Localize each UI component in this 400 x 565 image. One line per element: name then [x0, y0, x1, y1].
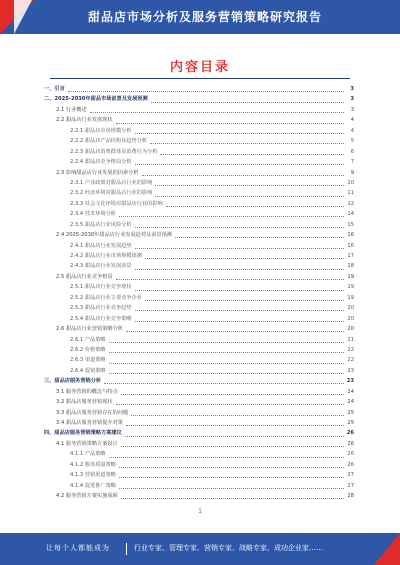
- toc-entry-title: 2.5.4 甜品店行业竞争策略: [70, 315, 132, 322]
- toc-leader-dots: [119, 462, 344, 468]
- toc-leader-dots: [135, 159, 344, 165]
- toc-entry-page: 6: [350, 148, 354, 155]
- toc-entry-title: 4.1.2 服务质量策略: [70, 461, 116, 468]
- toc-leader-dots: [166, 201, 344, 207]
- toc-leader-dots: [109, 368, 344, 374]
- toc-entry[interactable]: [44, 115, 354, 125]
- toc-entry-page: 3: [350, 86, 354, 92]
- toc-entry-page: 15: [347, 221, 354, 228]
- toc-entry[interactable]: [44, 449, 354, 459]
- toc-entry-page: 26: [347, 451, 354, 458]
- toc-entry-page: 23: [346, 378, 354, 385]
- toc-leader-dots: [104, 378, 344, 384]
- toc-entry-title: 3.4 甜品店服务营销提升对策: [56, 420, 123, 426]
- footer-slogan: 让每个人都能成为: [46, 544, 110, 552]
- toc-entry-page: 24: [347, 399, 354, 406]
- toc-leader-dots: [155, 180, 344, 186]
- toc-entry-page: 7: [350, 159, 354, 166]
- toc-entry-title: 4.1.3 营销渠道策略: [70, 472, 116, 479]
- toc-entry[interactable]: [44, 136, 354, 146]
- toc-entry-page: 11: [347, 190, 354, 197]
- toc-entry[interactable]: [44, 345, 354, 355]
- toc-entry-page: 14: [347, 211, 354, 218]
- toc-leader-dots: [121, 389, 344, 395]
- toc-entry[interactable]: [44, 199, 354, 209]
- toc-entry-page: 27: [347, 472, 354, 479]
- toc-entry-page: 25: [347, 409, 354, 416]
- document-title: 甜品店市场分析及服务营销策略研究报告: [87, 10, 322, 24]
- toc-entry-title: 2.2.3 甜品店消费群体及消费行为分析: [70, 148, 158, 155]
- toc-entry-title: 四、甜品店服务营销策略方案建议: [44, 430, 122, 437]
- toc-leader-dots: [131, 410, 344, 416]
- toc-leader-dots: [135, 285, 344, 291]
- toc-entry-title: 2.6.1 产品策略: [70, 336, 106, 343]
- toc-entry-page: 26: [346, 430, 354, 437]
- toc-entry[interactable]: [44, 230, 354, 240]
- toc-entry-title: 一、引言: [44, 86, 65, 92]
- toc-entry[interactable]: [44, 251, 354, 261]
- toc-leader-dots: [116, 274, 344, 280]
- toc-entry-title: 2.2.1 甜品店市场规模分析: [70, 127, 132, 134]
- toc-entry-title: 2.4 2025-2030年甜品店行业发展趋势及前景预测: [56, 232, 172, 239]
- toc-entry[interactable]: [44, 355, 354, 365]
- toc-entry-title: 2.2.2 甜品店产品结构及趋势分析: [70, 138, 148, 145]
- toc-entry[interactable]: [44, 314, 354, 324]
- toc-leader-dots: [135, 128, 344, 134]
- toc-entry-title: 3.2 甜品店服务营销现状: [56, 399, 113, 406]
- toc-entry[interactable]: [44, 188, 354, 198]
- toc-entry-title: 2.6.3 渠道策略: [70, 357, 106, 364]
- toc-entry-title: 2.2.4 甜品店竞争格局分析: [70, 159, 132, 166]
- toc-leader-dots: [121, 493, 344, 499]
- toc-entry-title: 2.4.3 甜品店行业发展前景: [70, 263, 132, 270]
- toc-entry[interactable]: [44, 439, 354, 449]
- toc-entry[interactable]: [44, 168, 354, 178]
- toc-entry-page: 19: [347, 273, 354, 280]
- toc-leader-dots: [145, 253, 344, 259]
- toc-leader-dots: [119, 211, 344, 217]
- toc-entry[interactable]: [44, 147, 354, 157]
- toc-leader-dots: [109, 358, 344, 364]
- toc-entry-page: 17: [347, 253, 354, 259]
- toc-entry-page: 4: [350, 117, 354, 124]
- toc-entry-title: 4.1 服务营销策略方案设计: [56, 440, 118, 447]
- toc-entry-title: 2.3.4 技术环境分析: [70, 211, 116, 218]
- toc-entry-page: 18: [347, 263, 354, 270]
- toc-entry-title: 4.1.4 促进推广策略: [70, 482, 116, 489]
- toc-entry[interactable]: [44, 94, 354, 104]
- header-white-accent: [14, 0, 32, 34]
- toc-entry-page: 24: [347, 388, 354, 395]
- toc-entry-title: 2.6.4 促销策略: [70, 367, 106, 374]
- toc-entry[interactable]: [44, 157, 354, 167]
- page-number: 1: [198, 508, 202, 515]
- toc-leader-dots: [109, 337, 344, 343]
- toc-entry[interactable]: [44, 303, 354, 313]
- toc-entry-page: 25: [347, 420, 354, 426]
- toc-entry[interactable]: [44, 178, 354, 188]
- toc-entry[interactable]: [44, 460, 354, 470]
- toc-entry-title: 2.4.2 甜品店行业市场规模预测: [70, 253, 142, 259]
- toc-entry-page: 20: [347, 305, 354, 312]
- toc-entry-title: 3.3 甜品店服务营销存在的问题: [56, 409, 129, 416]
- toc-entry[interactable]: [44, 366, 354, 376]
- toc-entry-title: 2.3.3 社会文化环境对甜品店行业的影响: [70, 200, 163, 207]
- toc-entry-page: 16: [347, 242, 354, 249]
- toc-entry-title: 2.5.2 甜品店行业主要竞争企业: [70, 294, 142, 301]
- toc-entry-page: 27: [347, 482, 354, 489]
- toc-entry[interactable]: [44, 376, 354, 386]
- toc-entry-title: 2.6 甜品店行业营销策略分析: [56, 326, 123, 333]
- toc-heading: 内容目录: [169, 60, 230, 75]
- toc-leader-dots: [109, 452, 344, 458]
- footer-divider: [126, 543, 127, 555]
- toc-entry-title: 2.2 甜品店行业发展现状: [56, 117, 113, 124]
- toc-leader-dots: [126, 420, 344, 426]
- toc-leader-dots: [126, 326, 344, 332]
- toc-entry[interactable]: [44, 261, 354, 271]
- toc-entry-title: 2.3 影响甜品店行业发展的因素分析: [56, 169, 139, 176]
- toc-entry-page: 19: [347, 284, 354, 291]
- toc-entry[interactable]: [44, 293, 354, 303]
- toc-leader-dots: [151, 97, 344, 103]
- toc-entry[interactable]: [44, 105, 354, 115]
- toc-entry[interactable]: [44, 470, 354, 480]
- toc-entry[interactable]: [44, 491, 354, 501]
- toc-leader-dots: [175, 232, 344, 238]
- toc-divider: [50, 78, 350, 79]
- toc-entry-page: 26: [347, 461, 354, 468]
- toc-leader-dots: [155, 191, 344, 197]
- toc-leader-dots: [135, 222, 344, 228]
- toc-entry-page: 5: [350, 138, 354, 145]
- toc-entry-page: 3: [350, 96, 354, 103]
- toc-entry-page: 4: [350, 127, 354, 134]
- toc-entry-title: 2.5 甜品店行业竞争格局: [56, 273, 113, 280]
- table-of-contents: [44, 84, 354, 502]
- toc-leader-dots: [68, 86, 344, 92]
- toc-entry-page: 26: [347, 440, 354, 447]
- toc-entry[interactable]: [44, 397, 354, 407]
- toc-entry[interactable]: [44, 418, 354, 428]
- toc-entry-page: 28: [347, 493, 354, 500]
- toc-entry-title: 2.3.1 产业政策对甜品店行业的影响: [70, 179, 153, 186]
- toc-entry-page: 12: [347, 200, 354, 207]
- toc-entry[interactable]: [44, 387, 354, 397]
- toc-entry[interactable]: [44, 126, 354, 136]
- toc-entry-title: 4.1.1 产品策略: [70, 451, 106, 458]
- toc-entry-title: 二、2025-2030年甜品市场前景及发展预测: [44, 96, 148, 103]
- toc-entry[interactable]: [44, 324, 354, 334]
- toc-entry[interactable]: [44, 241, 354, 251]
- footer-tagline: 行业专家、管理专家、营销专家、战略专家、成功企业家……: [134, 544, 323, 552]
- toc-leader-dots: [116, 399, 344, 405]
- toc-entry-page: 23: [347, 367, 354, 374]
- toc-entry-title: 2.5.3 甜品店行业竞争趋势: [70, 305, 132, 312]
- toc-entry-page: 3: [350, 106, 354, 113]
- toc-leader-dots: [119, 483, 344, 489]
- toc-leader-dots: [135, 243, 344, 249]
- toc-leader-dots: [90, 107, 344, 113]
- toc-entry[interactable]: [44, 209, 354, 219]
- toc-entry-page: 22: [347, 346, 354, 353]
- toc-leader-dots: [150, 138, 344, 144]
- footer-red-accent: [374, 533, 400, 565]
- toc-entry-title: 2.5.1 甜品店行业竞争现状: [70, 284, 132, 291]
- toc-entry-title: 2.3.2 经济环境对甜品店行业的影响: [70, 190, 153, 197]
- toc-entry-page: 20: [347, 326, 354, 333]
- toc-leader-dots: [125, 431, 344, 437]
- toc-entry[interactable]: [44, 282, 354, 292]
- toc-entry-page: 19: [347, 294, 354, 301]
- toc-leader-dots: [121, 441, 344, 447]
- toc-entry[interactable]: [44, 481, 354, 491]
- toc-entry-title: 3.1 服务营销的概念与特点: [56, 388, 118, 395]
- toc-leader-dots: [142, 170, 344, 176]
- toc-leader-dots: [116, 118, 344, 124]
- toc-entry-title: 2.4.1 甜品店行业发展趋势: [70, 242, 132, 249]
- toc-leader-dots: [145, 295, 344, 301]
- toc-entry[interactable]: [44, 428, 354, 438]
- toc-leader-dots: [135, 264, 344, 270]
- toc-entry-title: 2.1 行业概述: [56, 106, 87, 113]
- toc-leader-dots: [135, 316, 344, 322]
- toc-leader-dots: [160, 149, 344, 155]
- toc-entry-page: 22: [347, 357, 354, 364]
- toc-entry-page: 10: [347, 179, 354, 186]
- header-banner: [0, 0, 400, 34]
- toc-entry-title: 三、甜品店服务营销分析: [44, 378, 102, 385]
- toc-leader-dots: [135, 305, 344, 311]
- toc-entry[interactable]: [44, 335, 354, 345]
- footer-banner: [0, 533, 400, 565]
- toc-leader-dots: [109, 347, 344, 353]
- toc-entry[interactable]: [44, 408, 354, 418]
- toc-entry-page: 9: [350, 169, 354, 176]
- toc-entry[interactable]: [44, 272, 354, 282]
- toc-entry-page: 20: [347, 315, 354, 322]
- toc-entry-title: 2.6.2 价格策略: [70, 346, 106, 353]
- toc-entry-title: 4.2 服务营销方案实施保障: [56, 493, 118, 500]
- toc-entry[interactable]: [44, 220, 354, 230]
- toc-entry[interactable]: [44, 84, 354, 94]
- toc-entry-page: 21: [347, 336, 354, 343]
- toc-entry-title: 2.3.5 甜品店行业风险分析: [70, 221, 132, 228]
- toc-entry-page: 16: [347, 232, 354, 239]
- toc-leader-dots: [119, 472, 344, 478]
